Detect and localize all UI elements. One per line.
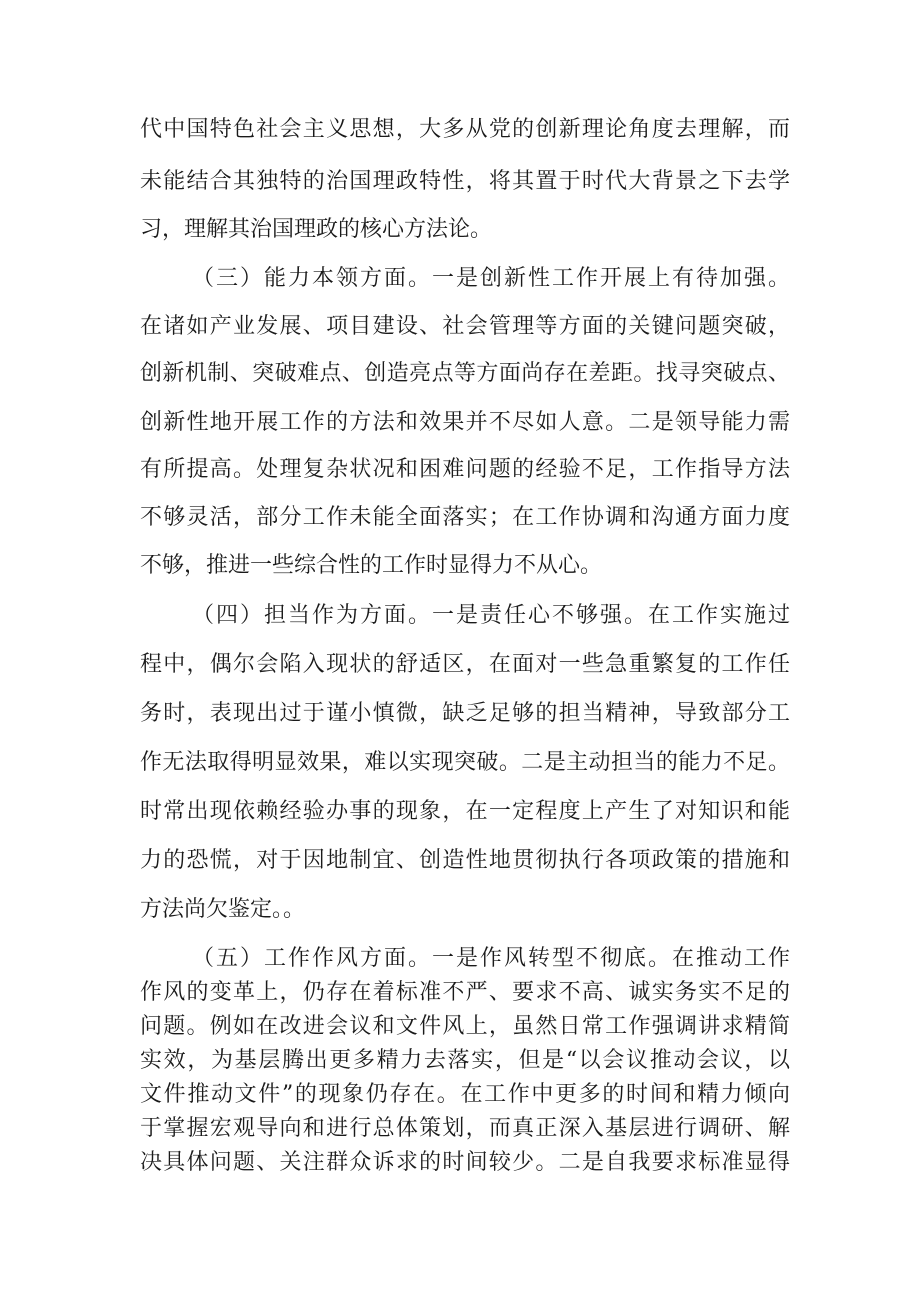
text-line: 务时，表现出过于谨小慎微，缺乏足够的担当精神，导致部分工 <box>140 701 790 726</box>
text-line: 习，理解其治国理政的核心方法论。 <box>140 217 493 242</box>
text-line: 不够灵活，部分工作未能全面落实；在工作协调和沟通方面力度 <box>140 505 790 530</box>
text-line: 方法尚欠鉴定。。 <box>140 897 306 922</box>
text-line: 作风的变革上，仍存在着标准不严、要求不高、诚实务实不足的 <box>140 980 790 1005</box>
text-line: 于掌握宏观导向和进行总体策划，而真正深入基层进行调研、解 <box>140 1116 790 1141</box>
text-line: 时常出现依赖经验办事的现象，在一定程度上产生了对知识和能 <box>140 799 790 824</box>
text-line: 实效，为基层腾出更多精力去落实，但是“以会议推动会议，以 <box>140 1048 790 1073</box>
text-line: 问题。例如在改进会议和文件风上，虽然日常工作强调讲求精简 <box>140 1014 790 1039</box>
text-line: 代中国特色社会主义思想，大多从党的创新理论角度去理解，而 <box>140 117 790 142</box>
section-heading-line: （四）担当作为方面。一是责任心不够强。在工作实施过 <box>192 603 790 628</box>
text-line: 未能结合其独特的治国理政特性，将其置于时代大背景之下去学 <box>140 169 790 194</box>
text-line: 创新机制、突破难点、创造亮点等方面尚存在差距。找寻突破点、 <box>140 361 790 386</box>
text-line: 力的恐慌，对于因地制宜、创造性地贯彻执行各项政策的措施和 <box>140 848 790 873</box>
text-line: 创新性地开展工作的方法和效果并不尽如人意。二是领导能力需 <box>140 410 790 435</box>
text-line: 有所提高。处理复杂状况和困难问题的经验不足，工作指导方法 <box>140 457 790 482</box>
text-line: 程中，偶尔会陷入现状的舒适区，在面对一些急重繁复的工作任 <box>140 652 790 677</box>
section-heading-line: （三）能力本领方面。一是创新性工作开展上有待加强。 <box>192 266 790 291</box>
text-line: 不够，推进一些综合性的工作时显得力不从心。 <box>140 553 603 578</box>
text-line: 决具体问题、关注群众诉求的时间较少。二是自我要求标准显得 <box>140 1150 790 1175</box>
text-line: 文件推动文件”的现象仍存在。在工作中更多的时间和精力倾向 <box>140 1082 790 1107</box>
text-line: 作无法取得明显效果，难以实现突破。二是主动担当的能力不足。 <box>140 750 790 775</box>
section-heading-line: （五）工作作风方面。一是作风转型不彻底。在推动工作 <box>192 946 790 971</box>
text-line: 在诸如产业发展、项目建设、社会管理等方面的关键问题突破， <box>140 314 790 339</box>
